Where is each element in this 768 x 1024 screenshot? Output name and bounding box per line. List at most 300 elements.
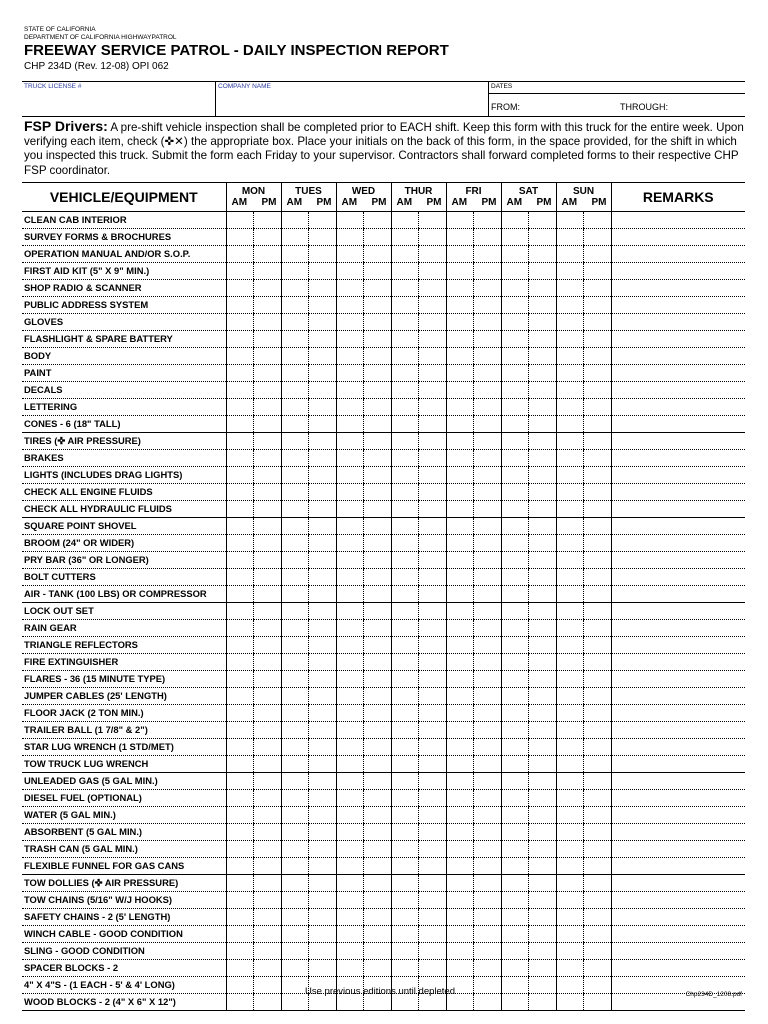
- pm-checkbox[interactable]: [364, 823, 392, 840]
- am-checkbox[interactable]: [226, 585, 254, 602]
- truck-license-field[interactable]: [22, 82, 215, 117]
- am-checkbox[interactable]: [446, 432, 474, 449]
- pm-checkbox[interactable]: [254, 398, 282, 415]
- am-checkbox[interactable]: [556, 245, 584, 262]
- am-checkbox[interactable]: [501, 534, 529, 551]
- pm-checkbox[interactable]: [419, 704, 447, 721]
- pm-checkbox[interactable]: [254, 466, 282, 483]
- am-checkbox[interactable]: [226, 619, 254, 636]
- pm-checkbox[interactable]: [309, 551, 337, 568]
- pm-checkbox[interactable]: [309, 687, 337, 704]
- am-checkbox[interactable]: [446, 789, 474, 806]
- pm-checkbox[interactable]: [419, 670, 447, 687]
- am-checkbox[interactable]: [336, 636, 364, 653]
- pm-checkbox[interactable]: [364, 653, 392, 670]
- am-checkbox[interactable]: [556, 551, 584, 568]
- pm-checkbox[interactable]: [419, 313, 447, 330]
- am-checkbox[interactable]: [336, 721, 364, 738]
- am-checkbox[interactable]: [556, 908, 584, 925]
- pm-checkbox[interactable]: [309, 415, 337, 432]
- pm-checkbox[interactable]: [254, 211, 282, 228]
- am-checkbox[interactable]: [556, 432, 584, 449]
- pm-checkbox[interactable]: [309, 840, 337, 857]
- pm-checkbox[interactable]: [584, 228, 612, 245]
- pm-checkbox[interactable]: [364, 500, 392, 517]
- am-checkbox[interactable]: [391, 279, 419, 296]
- am-checkbox[interactable]: [226, 925, 254, 942]
- pm-checkbox[interactable]: [364, 432, 392, 449]
- pm-checkbox[interactable]: [529, 789, 557, 806]
- pm-checkbox[interactable]: [254, 534, 282, 551]
- pm-checkbox[interactable]: [254, 993, 282, 1010]
- am-checkbox[interactable]: [281, 874, 309, 891]
- am-checkbox[interactable]: [446, 517, 474, 534]
- am-checkbox[interactable]: [336, 296, 364, 313]
- am-checkbox[interactable]: [391, 551, 419, 568]
- pm-checkbox[interactable]: [474, 823, 502, 840]
- am-checkbox[interactable]: [556, 806, 584, 823]
- pm-checkbox[interactable]: [254, 585, 282, 602]
- remarks-field[interactable]: [611, 653, 745, 670]
- pm-checkbox[interactable]: [529, 891, 557, 908]
- am-checkbox[interactable]: [391, 398, 419, 415]
- pm-checkbox[interactable]: [309, 347, 337, 364]
- am-checkbox[interactable]: [501, 347, 529, 364]
- am-checkbox[interactable]: [391, 704, 419, 721]
- pm-checkbox[interactable]: [529, 432, 557, 449]
- am-checkbox[interactable]: [556, 568, 584, 585]
- pm-checkbox[interactable]: [254, 619, 282, 636]
- am-checkbox[interactable]: [281, 228, 309, 245]
- pm-checkbox[interactable]: [529, 585, 557, 602]
- am-checkbox[interactable]: [281, 670, 309, 687]
- pm-checkbox[interactable]: [529, 330, 557, 347]
- remarks-field[interactable]: [611, 840, 745, 857]
- am-checkbox[interactable]: [281, 585, 309, 602]
- pm-checkbox[interactable]: [474, 279, 502, 296]
- am-checkbox[interactable]: [281, 245, 309, 262]
- am-checkbox[interactable]: [226, 738, 254, 755]
- remarks-field[interactable]: [611, 687, 745, 704]
- remarks-field[interactable]: [611, 636, 745, 653]
- remarks-field[interactable]: [611, 789, 745, 806]
- pm-checkbox[interactable]: [309, 245, 337, 262]
- am-checkbox[interactable]: [226, 840, 254, 857]
- pm-checkbox[interactable]: [529, 755, 557, 772]
- pm-checkbox[interactable]: [584, 551, 612, 568]
- pm-checkbox[interactable]: [529, 381, 557, 398]
- pm-checkbox[interactable]: [364, 738, 392, 755]
- am-checkbox[interactable]: [226, 908, 254, 925]
- am-checkbox[interactable]: [446, 313, 474, 330]
- am-checkbox[interactable]: [336, 670, 364, 687]
- am-checkbox[interactable]: [501, 381, 529, 398]
- pm-checkbox[interactable]: [309, 755, 337, 772]
- remarks-field[interactable]: [611, 874, 745, 891]
- am-checkbox[interactable]: [226, 228, 254, 245]
- am-checkbox[interactable]: [446, 381, 474, 398]
- am-checkbox[interactable]: [226, 602, 254, 619]
- am-checkbox[interactable]: [446, 959, 474, 976]
- am-checkbox[interactable]: [226, 364, 254, 381]
- am-checkbox[interactable]: [281, 653, 309, 670]
- am-checkbox[interactable]: [281, 687, 309, 704]
- pm-checkbox[interactable]: [309, 602, 337, 619]
- am-checkbox[interactable]: [556, 500, 584, 517]
- am-checkbox[interactable]: [556, 381, 584, 398]
- am-checkbox[interactable]: [556, 262, 584, 279]
- pm-checkbox[interactable]: [419, 568, 447, 585]
- am-checkbox[interactable]: [281, 772, 309, 789]
- through-date-field[interactable]: [620, 102, 668, 112]
- am-checkbox[interactable]: [391, 908, 419, 925]
- am-checkbox[interactable]: [281, 602, 309, 619]
- am-checkbox[interactable]: [336, 942, 364, 959]
- am-checkbox[interactable]: [501, 823, 529, 840]
- am-checkbox[interactable]: [336, 449, 364, 466]
- remarks-field[interactable]: [611, 823, 745, 840]
- am-checkbox[interactable]: [446, 330, 474, 347]
- pm-checkbox[interactable]: [474, 602, 502, 619]
- pm-checkbox[interactable]: [584, 925, 612, 942]
- pm-checkbox[interactable]: [584, 330, 612, 347]
- am-checkbox[interactable]: [556, 449, 584, 466]
- am-checkbox[interactable]: [226, 806, 254, 823]
- am-checkbox[interactable]: [501, 466, 529, 483]
- pm-checkbox[interactable]: [309, 279, 337, 296]
- am-checkbox[interactable]: [501, 296, 529, 313]
- pm-checkbox[interactable]: [584, 432, 612, 449]
- pm-checkbox[interactable]: [364, 279, 392, 296]
- am-checkbox[interactable]: [446, 347, 474, 364]
- pm-checkbox[interactable]: [254, 721, 282, 738]
- pm-checkbox[interactable]: [419, 211, 447, 228]
- am-checkbox[interactable]: [281, 636, 309, 653]
- pm-checkbox[interactable]: [474, 857, 502, 874]
- am-checkbox[interactable]: [501, 687, 529, 704]
- pm-checkbox[interactable]: [364, 925, 392, 942]
- pm-checkbox[interactable]: [309, 959, 337, 976]
- pm-checkbox[interactable]: [309, 483, 337, 500]
- am-checkbox[interactable]: [226, 483, 254, 500]
- am-checkbox[interactable]: [446, 653, 474, 670]
- pm-checkbox[interactable]: [364, 772, 392, 789]
- pm-checkbox[interactable]: [419, 279, 447, 296]
- am-checkbox[interactable]: [556, 279, 584, 296]
- pm-checkbox[interactable]: [254, 857, 282, 874]
- pm-checkbox[interactable]: [474, 755, 502, 772]
- pm-checkbox[interactable]: [364, 789, 392, 806]
- am-checkbox[interactable]: [226, 432, 254, 449]
- remarks-field[interactable]: [611, 415, 745, 432]
- pm-checkbox[interactable]: [529, 568, 557, 585]
- pm-checkbox[interactable]: [474, 245, 502, 262]
- pm-checkbox[interactable]: [529, 738, 557, 755]
- am-checkbox[interactable]: [446, 211, 474, 228]
- am-checkbox[interactable]: [501, 330, 529, 347]
- pm-checkbox[interactable]: [419, 840, 447, 857]
- am-checkbox[interactable]: [391, 517, 419, 534]
- remarks-field[interactable]: [611, 449, 745, 466]
- am-checkbox[interactable]: [556, 619, 584, 636]
- am-checkbox[interactable]: [281, 857, 309, 874]
- am-checkbox[interactable]: [391, 534, 419, 551]
- pm-checkbox[interactable]: [584, 636, 612, 653]
- pm-checkbox[interactable]: [364, 585, 392, 602]
- pm-checkbox[interactable]: [419, 755, 447, 772]
- pm-checkbox[interactable]: [474, 500, 502, 517]
- pm-checkbox[interactable]: [584, 772, 612, 789]
- pm-checkbox[interactable]: [529, 670, 557, 687]
- pm-checkbox[interactable]: [529, 993, 557, 1010]
- am-checkbox[interactable]: [446, 823, 474, 840]
- am-checkbox[interactable]: [501, 619, 529, 636]
- pm-checkbox[interactable]: [529, 908, 557, 925]
- pm-checkbox[interactable]: [309, 738, 337, 755]
- pm-checkbox[interactable]: [254, 908, 282, 925]
- pm-checkbox[interactable]: [419, 602, 447, 619]
- am-checkbox[interactable]: [446, 534, 474, 551]
- am-checkbox[interactable]: [226, 891, 254, 908]
- pm-checkbox[interactable]: [254, 279, 282, 296]
- pm-checkbox[interactable]: [309, 228, 337, 245]
- pm-checkbox[interactable]: [474, 381, 502, 398]
- pm-checkbox[interactable]: [584, 993, 612, 1010]
- am-checkbox[interactable]: [446, 466, 474, 483]
- pm-checkbox[interactable]: [309, 670, 337, 687]
- am-checkbox[interactable]: [281, 432, 309, 449]
- am-checkbox[interactable]: [556, 738, 584, 755]
- pm-checkbox[interactable]: [529, 347, 557, 364]
- am-checkbox[interactable]: [501, 840, 529, 857]
- pm-checkbox[interactable]: [309, 772, 337, 789]
- pm-checkbox[interactable]: [419, 398, 447, 415]
- am-checkbox[interactable]: [336, 534, 364, 551]
- remarks-field[interactable]: [611, 602, 745, 619]
- am-checkbox[interactable]: [391, 245, 419, 262]
- pm-checkbox[interactable]: [529, 228, 557, 245]
- pm-checkbox[interactable]: [309, 942, 337, 959]
- pm-checkbox[interactable]: [419, 228, 447, 245]
- remarks-field[interactable]: [611, 534, 745, 551]
- remarks-field[interactable]: [611, 738, 745, 755]
- am-checkbox[interactable]: [226, 330, 254, 347]
- remarks-field[interactable]: [611, 381, 745, 398]
- am-checkbox[interactable]: [501, 415, 529, 432]
- remarks-field[interactable]: [611, 228, 745, 245]
- am-checkbox[interactable]: [501, 262, 529, 279]
- remarks-field[interactable]: [611, 959, 745, 976]
- pm-checkbox[interactable]: [254, 874, 282, 891]
- pm-checkbox[interactable]: [529, 925, 557, 942]
- pm-checkbox[interactable]: [254, 755, 282, 772]
- pm-checkbox[interactable]: [529, 823, 557, 840]
- pm-checkbox[interactable]: [254, 806, 282, 823]
- am-checkbox[interactable]: [336, 517, 364, 534]
- pm-checkbox[interactable]: [584, 534, 612, 551]
- am-checkbox[interactable]: [446, 551, 474, 568]
- remarks-field[interactable]: [611, 330, 745, 347]
- pm-checkbox[interactable]: [419, 959, 447, 976]
- am-checkbox[interactable]: [446, 602, 474, 619]
- pm-checkbox[interactable]: [529, 466, 557, 483]
- remarks-field[interactable]: [611, 908, 745, 925]
- am-checkbox[interactable]: [556, 857, 584, 874]
- am-checkbox[interactable]: [556, 534, 584, 551]
- pm-checkbox[interactable]: [584, 840, 612, 857]
- am-checkbox[interactable]: [391, 568, 419, 585]
- pm-checkbox[interactable]: [364, 534, 392, 551]
- am-checkbox[interactable]: [336, 364, 364, 381]
- am-checkbox[interactable]: [556, 721, 584, 738]
- am-checkbox[interactable]: [501, 279, 529, 296]
- pm-checkbox[interactable]: [474, 449, 502, 466]
- pm-checkbox[interactable]: [529, 976, 557, 993]
- pm-checkbox[interactable]: [584, 279, 612, 296]
- am-checkbox[interactable]: [501, 942, 529, 959]
- pm-checkbox[interactable]: [254, 772, 282, 789]
- pm-checkbox[interactable]: [584, 364, 612, 381]
- pm-checkbox[interactable]: [254, 823, 282, 840]
- am-checkbox[interactable]: [391, 466, 419, 483]
- pm-checkbox[interactable]: [364, 483, 392, 500]
- am-checkbox[interactable]: [501, 551, 529, 568]
- pm-checkbox[interactable]: [419, 874, 447, 891]
- pm-checkbox[interactable]: [529, 483, 557, 500]
- am-checkbox[interactable]: [226, 942, 254, 959]
- am-checkbox[interactable]: [501, 245, 529, 262]
- pm-checkbox[interactable]: [529, 806, 557, 823]
- am-checkbox[interactable]: [556, 704, 584, 721]
- pm-checkbox[interactable]: [309, 619, 337, 636]
- am-checkbox[interactable]: [336, 585, 364, 602]
- am-checkbox[interactable]: [556, 653, 584, 670]
- am-checkbox[interactable]: [281, 347, 309, 364]
- pm-checkbox[interactable]: [364, 908, 392, 925]
- am-checkbox[interactable]: [391, 891, 419, 908]
- am-checkbox[interactable]: [391, 738, 419, 755]
- am-checkbox[interactable]: [336, 313, 364, 330]
- pm-checkbox[interactable]: [584, 517, 612, 534]
- pm-checkbox[interactable]: [254, 313, 282, 330]
- am-checkbox[interactable]: [281, 296, 309, 313]
- am-checkbox[interactable]: [226, 704, 254, 721]
- pm-checkbox[interactable]: [309, 534, 337, 551]
- am-checkbox[interactable]: [336, 925, 364, 942]
- remarks-field[interactable]: [611, 721, 745, 738]
- am-checkbox[interactable]: [336, 857, 364, 874]
- pm-checkbox[interactable]: [309, 313, 337, 330]
- am-checkbox[interactable]: [501, 891, 529, 908]
- am-checkbox[interactable]: [281, 330, 309, 347]
- pm-checkbox[interactable]: [529, 653, 557, 670]
- pm-checkbox[interactable]: [474, 398, 502, 415]
- am-checkbox[interactable]: [556, 228, 584, 245]
- pm-checkbox[interactable]: [364, 551, 392, 568]
- am-checkbox[interactable]: [281, 466, 309, 483]
- am-checkbox[interactable]: [336, 415, 364, 432]
- pm-checkbox[interactable]: [584, 262, 612, 279]
- am-checkbox[interactable]: [226, 381, 254, 398]
- pm-checkbox[interactable]: [584, 976, 612, 993]
- pm-checkbox[interactable]: [254, 670, 282, 687]
- remarks-field[interactable]: [611, 432, 745, 449]
- am-checkbox[interactable]: [336, 211, 364, 228]
- am-checkbox[interactable]: [281, 925, 309, 942]
- am-checkbox[interactable]: [226, 449, 254, 466]
- pm-checkbox[interactable]: [584, 415, 612, 432]
- am-checkbox[interactable]: [226, 687, 254, 704]
- am-checkbox[interactable]: [501, 959, 529, 976]
- pm-checkbox[interactable]: [529, 942, 557, 959]
- pm-checkbox[interactable]: [474, 585, 502, 602]
- am-checkbox[interactable]: [336, 330, 364, 347]
- pm-checkbox[interactable]: [254, 296, 282, 313]
- am-checkbox[interactable]: [336, 398, 364, 415]
- am-checkbox[interactable]: [336, 891, 364, 908]
- pm-checkbox[interactable]: [419, 517, 447, 534]
- am-checkbox[interactable]: [556, 976, 584, 993]
- am-checkbox[interactable]: [556, 942, 584, 959]
- pm-checkbox[interactable]: [419, 466, 447, 483]
- am-checkbox[interactable]: [336, 738, 364, 755]
- am-checkbox[interactable]: [281, 449, 309, 466]
- am-checkbox[interactable]: [446, 279, 474, 296]
- from-date-field[interactable]: [491, 102, 520, 112]
- pm-checkbox[interactable]: [584, 381, 612, 398]
- am-checkbox[interactable]: [336, 262, 364, 279]
- am-checkbox[interactable]: [391, 942, 419, 959]
- pm-checkbox[interactable]: [474, 653, 502, 670]
- remarks-field[interactable]: [611, 347, 745, 364]
- pm-checkbox[interactable]: [529, 211, 557, 228]
- am-checkbox[interactable]: [556, 466, 584, 483]
- am-checkbox[interactable]: [446, 500, 474, 517]
- pm-checkbox[interactable]: [474, 211, 502, 228]
- am-checkbox[interactable]: [556, 415, 584, 432]
- pm-checkbox[interactable]: [529, 551, 557, 568]
- am-checkbox[interactable]: [281, 313, 309, 330]
- am-checkbox[interactable]: [336, 619, 364, 636]
- am-checkbox[interactable]: [226, 500, 254, 517]
- pm-checkbox[interactable]: [364, 398, 392, 415]
- am-checkbox[interactable]: [281, 534, 309, 551]
- pm-checkbox[interactable]: [474, 636, 502, 653]
- am-checkbox[interactable]: [391, 585, 419, 602]
- remarks-field[interactable]: [611, 500, 745, 517]
- remarks-field[interactable]: [611, 398, 745, 415]
- pm-checkbox[interactable]: [529, 398, 557, 415]
- am-checkbox[interactable]: [501, 976, 529, 993]
- am-checkbox[interactable]: [281, 381, 309, 398]
- pm-checkbox[interactable]: [309, 925, 337, 942]
- am-checkbox[interactable]: [281, 568, 309, 585]
- pm-checkbox[interactable]: [364, 959, 392, 976]
- am-checkbox[interactable]: [391, 789, 419, 806]
- am-checkbox[interactable]: [281, 398, 309, 415]
- pm-checkbox[interactable]: [254, 704, 282, 721]
- pm-checkbox[interactable]: [419, 619, 447, 636]
- pm-checkbox[interactable]: [254, 738, 282, 755]
- am-checkbox[interactable]: [281, 823, 309, 840]
- pm-checkbox[interactable]: [309, 908, 337, 925]
- pm-checkbox[interactable]: [474, 772, 502, 789]
- pm-checkbox[interactable]: [309, 704, 337, 721]
- am-checkbox[interactable]: [501, 874, 529, 891]
- pm-checkbox[interactable]: [529, 415, 557, 432]
- am-checkbox[interactable]: [281, 483, 309, 500]
- pm-checkbox[interactable]: [309, 721, 337, 738]
